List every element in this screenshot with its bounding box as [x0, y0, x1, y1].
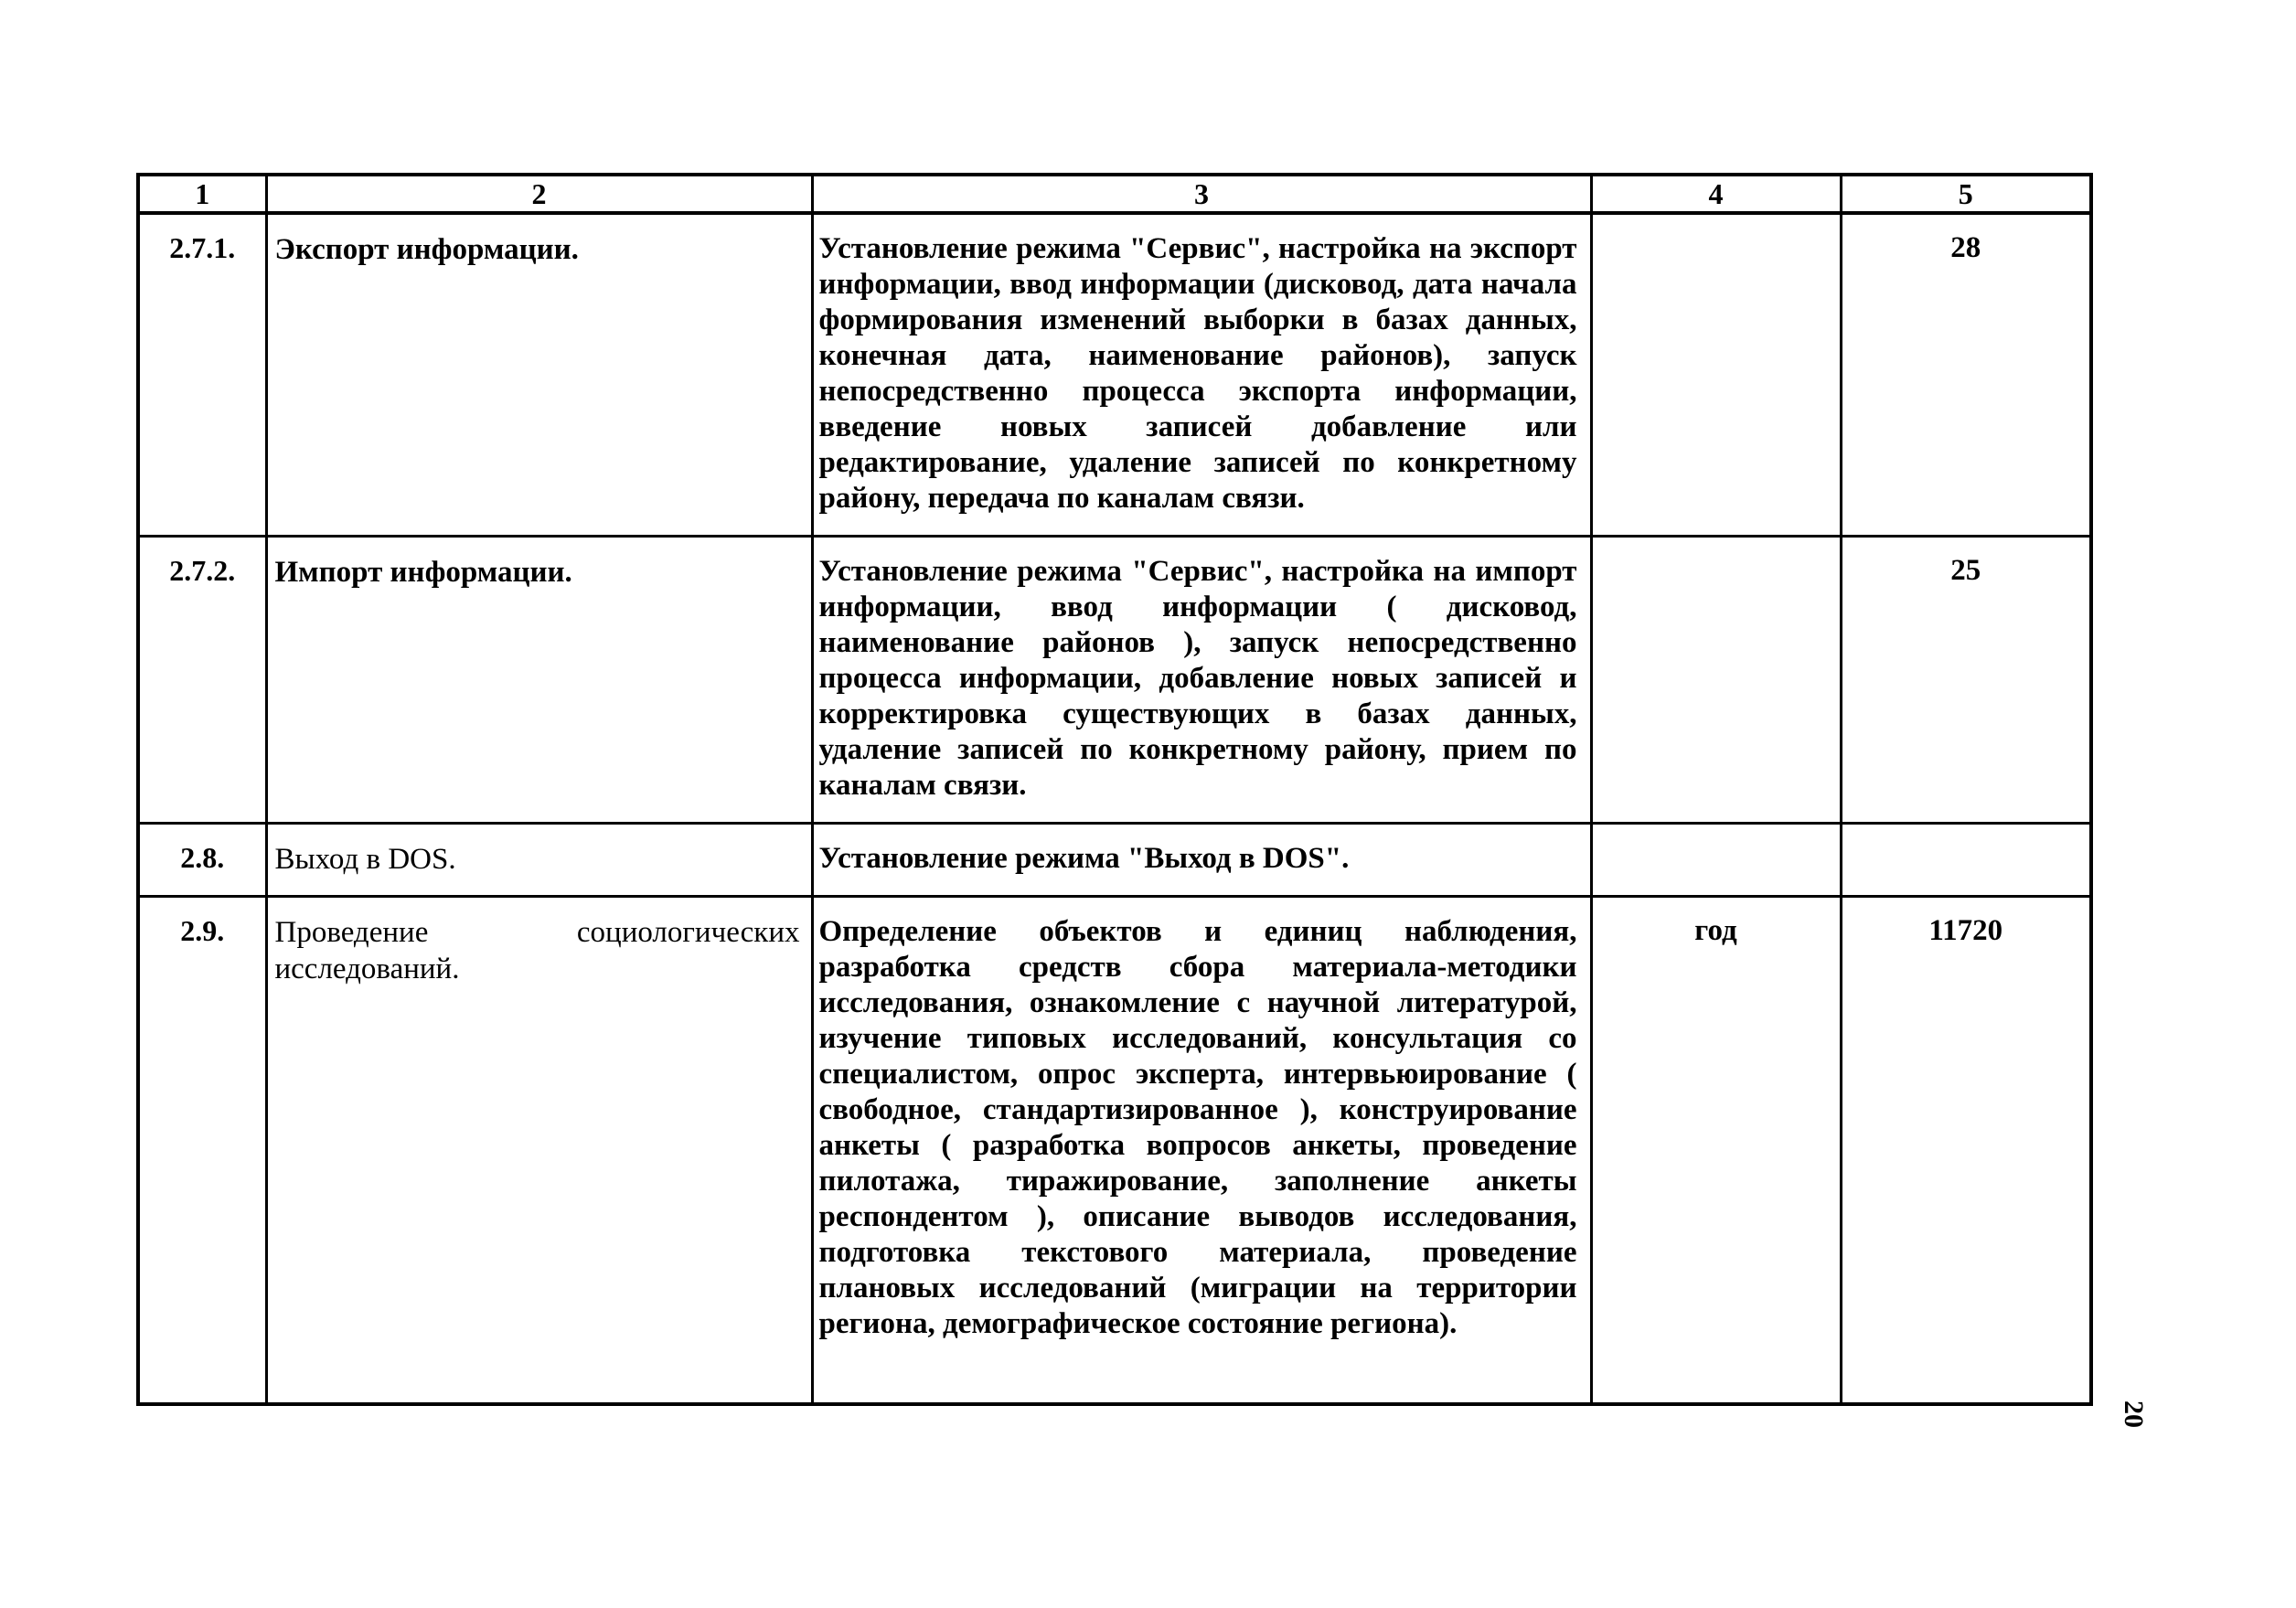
row-name: Выход в DOS. [266, 824, 812, 897]
row-name: Импорт информации. [266, 537, 812, 824]
row-norm: 28 [1841, 213, 2091, 537]
row-description: Установление режима "Сервис", настройка на импорт информации, ввод информации ( дисковод, наименование районов ), запуск непосредственно процесса информации, добавление новых записей и корректировка существующих в базах данных, удаление записей по конкретному району, прием по каналам связи. [812, 537, 1591, 824]
row-norm: 11720 [1841, 897, 2091, 1404]
row-description: Установление режима "Сервис", настройка на экспорт информации, ввод информации (дисковод, дата начала формирования изменений выборки в базах данных, конечная дата, наименование районов), запуск непосредственно процесса экспорта информации, введение новых записей добавление или редактирование, удаление записей по конкретному району, передача по каналам связи. [812, 213, 1591, 537]
header-col-2: 2 [266, 175, 812, 213]
page-number: 20 [2119, 1400, 2149, 1428]
row-name: Проведение социологических исследований. [266, 897, 812, 1404]
row-norm [1841, 824, 2091, 897]
table-row [138, 824, 2091, 897]
table-row [138, 537, 2091, 824]
row-number: 2.7.2. [138, 537, 266, 824]
header-row [138, 175, 2091, 213]
row-name: Экспорт информации. [266, 213, 812, 537]
row-description: Определение объектов и единиц наблюдения, разработка средств сбора материала-методики исследования, ознакомление с научной литературой, изучение типовых исследований, консультация со специалистом, опрос эксперта, интервьюирование ( свободное, стандартизированное ), конструирование анкеты ( разработка вопросов анкеты, проведение пилотажа, тиражирование, заполнение анкеты респондентом ), описание выводов исследования, подготовка текстового материала, проведение плановых исследований (миграции на территории региона, демографическое состояние региона). [812, 897, 1591, 1404]
table-row [138, 213, 2091, 537]
header-col-5: 5 [1841, 175, 2091, 213]
row-description: Установление режима "Выход в DOS". [812, 824, 1591, 897]
row-unit: год [1591, 897, 1841, 1404]
row-number: 2.7.1. [138, 213, 266, 537]
row-norm: 25 [1841, 537, 2091, 824]
row-number: 2.9. [138, 897, 266, 1404]
header-col-3: 3 [812, 175, 1591, 213]
header-col-1: 1 [138, 175, 266, 213]
header-col-4: 4 [1591, 175, 1841, 213]
norms-table [136, 173, 2093, 1406]
table-row [138, 897, 2091, 1404]
row-unit [1591, 213, 1841, 537]
row-number: 2.8. [138, 824, 266, 897]
row-unit [1591, 537, 1841, 824]
row-unit [1591, 824, 1841, 897]
